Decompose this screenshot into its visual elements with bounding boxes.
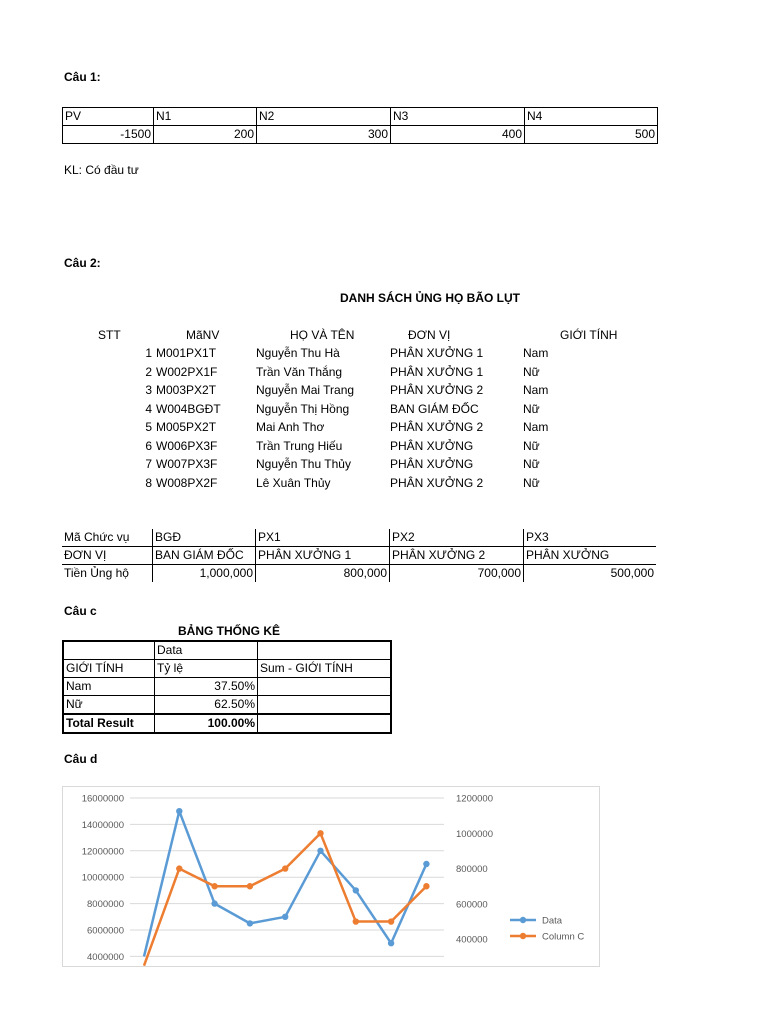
pivot-total-label: Total Result — [63, 714, 155, 733]
q2-code-cell: M003PX2T — [156, 383, 217, 397]
lookup-cell: ĐƠN VỊ — [62, 547, 153, 565]
legend-label: Column C — [542, 931, 585, 943]
q2-code-cell: W002PX1F — [156, 364, 218, 379]
pivot-total-row — [63, 714, 391, 733]
q2-stt-cell: 1 — [145, 346, 152, 360]
q2-name-cell: Lê Xuân Thủy — [256, 475, 331, 490]
pivot-row — [63, 696, 391, 715]
combo-chart — [62, 786, 600, 963]
q2-code-cell: W006PX3F — [156, 438, 218, 453]
pivot-row-label: Nam — [63, 678, 155, 696]
q2-unit-cell: PHÂN XƯỞNG 1 — [390, 346, 484, 360]
pivot-corner-cell — [63, 641, 155, 660]
lookup-row-unit — [62, 547, 656, 565]
q2-lookup-table — [62, 529, 656, 582]
right-axis-tick-label: 400000 — [456, 934, 488, 946]
lookup-cell: PHÂN XƯỞNG 1 — [256, 547, 390, 565]
pivot-row-value: 62.50% — [155, 696, 258, 715]
pivot-empty-cell — [258, 678, 392, 696]
q2-name-cell: Nguyễn Mai Trang — [256, 383, 355, 397]
series-point — [247, 920, 253, 926]
left-axis-tick-label: 14000000 — [81, 819, 124, 831]
q2-col-header: STT — [98, 328, 121, 342]
pivot-empty-cell — [258, 714, 392, 733]
lookup-cell: PX2 — [390, 529, 524, 547]
series-point — [353, 887, 359, 893]
q2-gender-cell: Nữ — [523, 401, 540, 416]
pivot-header-cell: Tỷ lệ — [155, 660, 258, 678]
series-point — [211, 900, 217, 906]
pivot-total-value: 100.00% — [155, 714, 258, 733]
q2-name-cell: Nguyễn Thị Hồng — [256, 401, 350, 416]
q1-header-cell: N4 — [525, 108, 658, 126]
right-axis-tick-label: 1000000 — [456, 828, 493, 840]
q2-gender-cell: Nữ — [523, 364, 540, 379]
q1-header-cell: N3 — [391, 108, 525, 126]
chart-frame — [63, 787, 600, 967]
lookup-cell: 1,000,000 — [153, 565, 256, 583]
left-axis-tick-label: 6000000 — [87, 925, 124, 937]
left-axis-tick-label: 10000000 — [81, 872, 124, 884]
q1-label: Câu 1: — [64, 70, 101, 84]
q2-stt-cell: 8 — [145, 475, 152, 490]
lookup-cell: PHÂN XƯỞNG 2 — [390, 547, 524, 565]
q1-value-cell: 500 — [525, 126, 658, 144]
lookup-cell: BAN GIÁM ĐỐC — [153, 547, 256, 565]
lookup-cell: 500,000 — [524, 565, 657, 583]
left-axis-tick-label: 8000000 — [87, 899, 124, 911]
q2-gender-cell: Nữ — [523, 475, 540, 490]
lookup-row-amount — [62, 565, 656, 583]
lookup-cell: PHÂN XƯỞNG — [524, 547, 657, 565]
q2-col-header: MãNV — [186, 328, 220, 342]
q2-code-cell: W004BGĐT — [156, 401, 221, 416]
q1-value-cell: -1500 — [63, 126, 154, 144]
q2-gender-cell: Nam — [523, 420, 549, 434]
q1-value-cell: 400 — [391, 126, 525, 144]
q2-unit-cell: PHÂN XƯỞNG 2 — [390, 420, 484, 434]
lookup-cell: Tiền Ủng hộ — [64, 566, 129, 580]
pivot-header-cell: Sum - GIỚI TÍNH — [258, 660, 392, 678]
lookup-cell: PX1 — [256, 529, 390, 547]
q2-stt-cell: 2 — [145, 364, 152, 379]
qc-title: BẢNG THỐNG KÊ — [178, 624, 280, 638]
q1-header-row — [63, 108, 658, 126]
pivot-empty-cell — [258, 641, 392, 660]
q2-name-cell: Trần Trung Hiếu — [256, 438, 343, 453]
series-point — [282, 914, 288, 920]
series-point — [176, 865, 182, 871]
lookup-cell: 700,000 — [390, 565, 524, 583]
q2-gender-cell: Nam — [523, 346, 549, 360]
q2-title: DANH SÁCH ỦNG HỌ BÃO LỤT — [340, 291, 520, 305]
q2-unit-cell: PHÂN XƯỞNG 2 — [390, 383, 484, 397]
q2-col-header: GIỚI TÍNH — [560, 328, 618, 342]
lookup-cell: Mã Chức vụ — [64, 530, 130, 544]
pivot-data-row — [63, 641, 391, 660]
q1-header-cell: N1 — [154, 108, 257, 126]
legend-label: Data — [542, 915, 563, 927]
series-point — [353, 918, 359, 924]
q1-conclusion: KL: Có đầu tư — [64, 163, 139, 177]
q1-header-cell: N2 — [257, 108, 391, 126]
q2-unit-cell: PHÂN XƯỞNG 2 — [390, 475, 484, 490]
series-point — [388, 940, 394, 946]
lookup-cell: 800,000 — [256, 565, 390, 583]
left-axis-tick-label: 16000000 — [81, 793, 124, 805]
q2-unit-cell: BAN GIÁM ĐỐC — [390, 401, 479, 416]
series-point — [423, 861, 429, 867]
lookup-cell: PX3 — [524, 529, 657, 547]
q2-stt-cell: 3 — [145, 383, 152, 397]
q1-value-cell: 300 — [257, 126, 391, 144]
q1-header-cell: PV — [63, 108, 154, 126]
legend-marker — [520, 917, 526, 923]
q2-stt-cell: 5 — [145, 420, 152, 434]
q2-name-cell: Nguyễn Thu Hà — [256, 346, 340, 360]
q2-unit-cell: PHÂN XƯỞNG — [390, 438, 474, 453]
lookup-row-code — [62, 529, 656, 547]
q2-code-cell: M001PX1T — [156, 346, 217, 360]
q2-label: Câu 2: — [64, 256, 101, 270]
series-point — [176, 808, 182, 814]
legend-marker — [520, 933, 526, 939]
right-axis-tick-label: 600000 — [456, 899, 488, 911]
q2-code-cell: W008PX2F — [156, 475, 218, 490]
series-point — [247, 883, 253, 889]
q2-gender-cell: Nữ — [523, 457, 540, 471]
q2-unit-cell: PHÂN XƯỞNG 1 — [390, 364, 484, 379]
lookup-cell: BGĐ — [153, 529, 256, 547]
q2-name-cell: Mai Anh Thơ — [256, 420, 325, 434]
q2-code-cell: M005PX2T — [156, 420, 217, 434]
q2-col-header: ĐƠN VỊ — [408, 328, 451, 342]
pivot-header-row — [63, 660, 391, 678]
pivot-empty-cell — [258, 696, 392, 715]
q2-col-header: HỌ VÀ TÊN — [290, 328, 355, 342]
left-axis-tick-label: 12000000 — [81, 846, 124, 858]
q2-stt-cell: 6 — [145, 438, 152, 453]
q2-gender-cell: Nữ — [523, 438, 540, 453]
right-axis-tick-label: 1200000 — [456, 793, 493, 805]
pivot-data-label: Data — [155, 641, 258, 660]
q2-stt-cell: 7 — [145, 457, 152, 471]
series-point — [317, 848, 323, 854]
right-axis-tick-label: 800000 — [456, 864, 488, 876]
qc-label: Câu c — [64, 604, 97, 618]
series-point — [211, 883, 217, 889]
pivot-row-value: 37.50% — [155, 678, 258, 696]
pivot-header-cell: GIỚI TÍNH — [63, 660, 155, 678]
q2-stt-cell: 4 — [145, 401, 152, 416]
q2-name-cell: Trần Văn Thắng — [256, 364, 343, 379]
pivot-table — [62, 640, 392, 734]
qd-label: Câu d — [64, 752, 98, 766]
pivot-row-label: Nữ — [63, 696, 155, 715]
chart-svg — [62, 786, 600, 963]
q2-unit-cell: PHÂN XƯỞNG — [390, 457, 474, 471]
q2-code-cell: W007PX3F — [156, 457, 218, 471]
series-point — [282, 865, 288, 871]
q1-value-cell: 200 — [154, 126, 257, 144]
q2-gender-cell: Nam — [523, 383, 549, 397]
series-point — [388, 918, 394, 924]
left-axis-tick-label: 4000000 — [87, 951, 124, 963]
q1-value-row — [63, 126, 658, 144]
series-point — [317, 830, 323, 836]
series-point — [423, 883, 429, 889]
pivot-row — [63, 678, 391, 696]
q1-table — [62, 107, 658, 144]
q2-name-cell: Nguyễn Thu Thủy — [256, 457, 351, 471]
